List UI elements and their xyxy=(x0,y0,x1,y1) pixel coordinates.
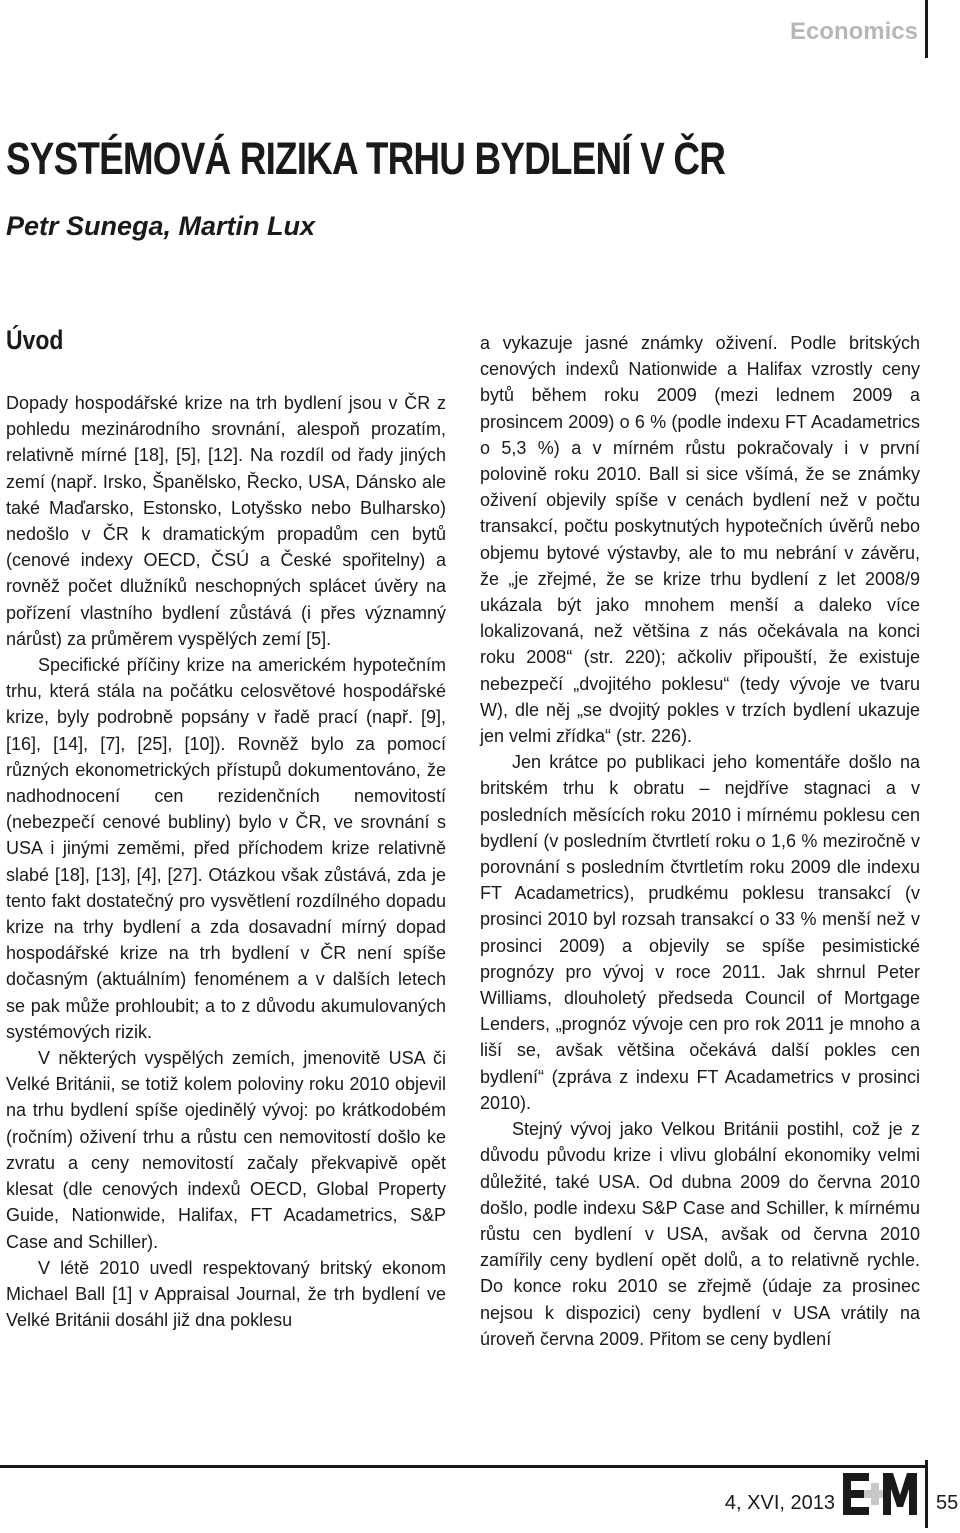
paragraph: Jen krátce po publikaci jeho komentáře došlo na britském trhu k obratu – nejdříve stagnaci a v posledních měsících roku 2010 i mírnému poklesu cen bydlení (v posledním čtvrtletí roku o 1,6 % meziročně v porovnání s posledním čtvrtletím roku 2009 dle indexu FT Acadametrics), prudkému poklesu transakcí (v prosinci 2010 byl rozsah transakcí o 33 % menší než v prosinci 2009) a objevily se spíše pesimistické prognózy pro vývoj v roce 2011. Jak shrnul Peter Williams, dlouholetý předseda Council of Mortgage Lenders, „prognóz vývoje cen pro rok 2011 je mnoho a liší se, avšak většina očekává další pokles cen bydlení“ (zpráva z indexu FT Acadametrics v prosinci 2010). xyxy=(480,752,920,1113)
footer-vertical-rule xyxy=(925,1460,928,1528)
journal-logo-icon xyxy=(843,1471,919,1517)
paragraph: V některých vyspělých zemích, jmenovitě USA či Velké Británii, se totiž kolem poloviny roku 2010 objevil na trhu bydlení spíše ojedinělý vývoj: po krátkodobém (ročním) oživení trhu a růstu cen nemovitostí došlo ke zvratu a ceny nemovitostí začaly překvapivě opět klesat (dle cenových indexů OECD, Global Property Guide, Nationwide, Halifax, FT Acadametrics, S&P Case and Schiller). xyxy=(6,1048,446,1252)
page-number: 55 xyxy=(936,1492,959,1514)
paragraph: a vykazuje jasné známky oživení. Podle britských cenových indexů Nationwide a Halifax vzrostly ceny bytů během roku 2009 (mezi lednem 2009 a prosincem 2009) o 6 % (podle indexu FT Acadametrics o 5,3 %) a v mírném růstu pokračovaly i v první polovině roku 2010. Ball si sice všímá, že se známky oživení objevily spíše v cenách bydlení než v počtu transakcí, počtu poskytnutých hypotečních úvěrů nebo objemu bytové výstavby, ale to mu nebrání v závěru, že „je zřejmé, že se krize trhu bydlení z let 2008/9 ukázala být jako mnohem menší a daleko více lokalizovaná, než většina z nás očekávala na konci roku 2008“ (str. 220); ačkoliv připouští, že existuje nebezpečí „dvojitého poklesu“ (tedy vývoje ve tvaru W), dle něj „se dvojitý pokles v trzích bydlení ukazuje jen velmi zřídka“ (str. 226). xyxy=(480,333,920,747)
article-authors: Petr Sunega, Martin Lux xyxy=(6,211,316,241)
journal-section-label: Economics xyxy=(789,18,918,45)
article-title: SYSTÉMOVÁ RIZIKA TRHU BYDLENÍ V ČR xyxy=(6,133,726,184)
right-column xyxy=(480,330,920,1352)
logo-letter-m xyxy=(883,1473,917,1515)
header-vertical-rule xyxy=(925,0,928,58)
paragraph: Stejný vývoj jako Velkou Británii postihl, což je z důvodu původu krize i vlivu globální ekonomiky velmi důležité, také USA. Od dubna 2009 do června 2010 došlo, podle indexu S&P Case and Schiller, k mírnému růstu cen bydlení v USA, avšak od června 2010 zamířily ceny bydlení opět dolů, a to relativně rychle. Do konce roku 2010 se zřejmě (údaje za prosinec nejsou k dispozici) ceny bydlení v USA vrátily na úroveň června 2009. Přitom se ceny bydlení xyxy=(480,1119,920,1349)
left-column xyxy=(6,320,446,1333)
paragraph: V létě 2010 uvedl respektovaný britský ekonom Michael Ball [1] v Appraisal Journal, že trh bydlení ve Velké Británii dosáhl již dna poklesu xyxy=(6,1257,446,1331)
paragraph: Specifické příčiny krize na americkém hypotečním trhu, která stála na počátku celosvětové hospodářské krize, byly podrobně popsány v řadě prací (např. [9], [16], [14], [7], [25], [10]). Rovněž bylo za pomocí různých ekonometrických přístupů dokumentováno, že nadhodnocení cen rezidenčních nemovitostí (nebezpečí cenové bubliny) bylo v ČR, ve srovnání s USA i jinými zeměmi, před příchodem krize relativně slabé [18], [13], [4], [27]. Otázkou však zůstává, zda je tento fakt dostatečný pro vysvětlení rozdílného dopadu krize na trhy bydlení a zda dosavadní mírný dopad hospodářské krize na trh bydlení v ČR není spíše dočasným (aktuálním) fenoménem a v dalších letech se pak může prohloubit; a to z důvodu akumulovaných systémových rizik. xyxy=(6,655,446,1042)
page-footer xyxy=(0,1465,960,1533)
section-heading-intro: Úvod xyxy=(6,325,64,355)
footer-rule xyxy=(0,1465,925,1468)
paragraph: Dopady hospodářské krize na trh bydlení jsou v ČR z pohledu mezinárodního srovnání, alespoň prozatím, relativně mírné [18], [5], [12]. Na rozdíl od řady jiných zemí (např. Irsko, Španělsko, Řecko, USA, Dánsko ale také Maďarsko, Estonsko, Lotyšsko nebo Bulharsko) nedošlo v ČR k dramatickým propadům cen bytů (cenové indexy OECD, ČSÚ a České spořitelny) a rovněž počet dlužníků neschopných splácet úvěry na pořízení vlastního bydlení zůstává (i přes významný nárůst) za průměrem vyspělých zemí [5]. xyxy=(6,393,446,649)
logo-plus xyxy=(864,1483,886,1505)
issue-label: 4, XVI, 2013 xyxy=(724,1492,835,1514)
